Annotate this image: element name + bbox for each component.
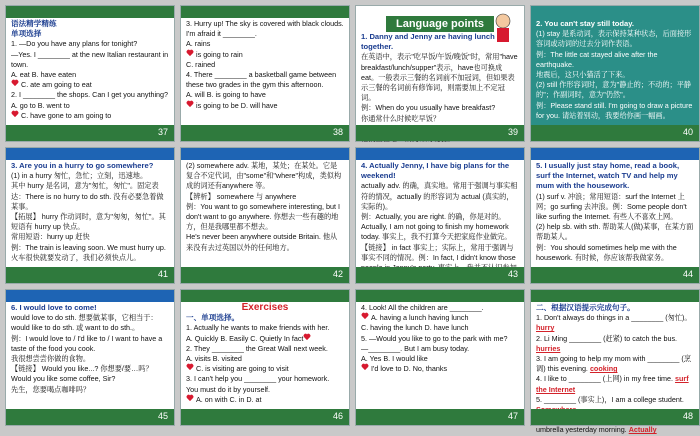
slide-number: 43 bbox=[507, 269, 518, 279]
text-line: actually adv. 的确，真实地。常用于强调与事实相符的情况，actually 的形容词为 actual (真实的，实际的)。 bbox=[361, 181, 518, 211]
slide-footer bbox=[6, 125, 174, 141]
text-line: A. will B. is going to have bbox=[186, 90, 266, 100]
text-line: (2) somewhere adv. 某地，某处；在某处。它是复合不定代词，由"some"和"where"构成，类似构成的词还有anywhere 等。 bbox=[186, 161, 342, 191]
text-line: Would you like some coffee, Sir? bbox=[11, 374, 116, 384]
slide-header-bar bbox=[531, 148, 699, 160]
slide-46[interactable] bbox=[180, 289, 350, 426]
text-line: —________. But I am busy today. bbox=[361, 343, 470, 353]
slide-footer bbox=[6, 409, 174, 425]
text-line: is going to be D. will have bbox=[186, 101, 344, 111]
text-line: C. have gone to am going to bbox=[11, 111, 169, 121]
slide-footer bbox=[531, 125, 699, 141]
heart-icon bbox=[186, 101, 194, 108]
slide-37[interactable] bbox=[5, 5, 175, 142]
text-line: 例：The little cat stayed alive after the earthquake. bbox=[536, 49, 658, 69]
text-line: You must do it by yourself. bbox=[186, 384, 271, 394]
slide-header-bar bbox=[356, 148, 524, 160]
text-line: would love to do sth. 想要做某事，它相当于：would like to do sth. 或 want to do sth.。 bbox=[11, 313, 158, 333]
slide-footer bbox=[181, 409, 349, 425]
heart-icon bbox=[11, 111, 19, 118]
text-line: 4. Look! All the children are ________. bbox=[361, 303, 484, 312]
slide-43[interactable] bbox=[355, 147, 525, 284]
text-line: 在英语中，表示"吃早饭/午饭/晚饭"时，常用"have breakfast/lunch/supper"表示，have也可换成eat。一般表示三餐的名词前不加冠词，但如果表示三餐的名词前有修饰词，则需要加上不定冠词。 bbox=[361, 52, 518, 103]
text-line: 4. I like to ________ (上网) in my free time. surf the Internet bbox=[536, 374, 689, 394]
text-line: is going to rain bbox=[186, 50, 344, 60]
heart-icon bbox=[186, 364, 194, 371]
text-line: A. go to B. went to bbox=[11, 100, 70, 110]
text-line: I'd love to D. No, thanks bbox=[361, 364, 519, 374]
text-line: C. rained bbox=[186, 59, 216, 69]
slide-39[interactable] bbox=[355, 5, 525, 142]
text-line: umbrella yesterday morning. Actually bbox=[536, 425, 657, 435]
slide-40[interactable] bbox=[530, 5, 700, 142]
text-line: A. visits B. visited bbox=[186, 354, 242, 364]
text-line: C. having the lunch D. have lunch bbox=[361, 323, 469, 333]
text-line: 2. They ________ the Great Wall next week. bbox=[186, 343, 328, 353]
slide-header-bar bbox=[181, 148, 349, 160]
text-line: 2. Li Ming ________ (赶紧) to catch the bus. hurries bbox=[536, 333, 678, 353]
text-line: 3. I can't help you ________ your homework. bbox=[186, 374, 330, 384]
slide-number: 42 bbox=[332, 269, 343, 279]
text-line: 4. There ________ a basketball game between these two grades in the gym this afternoon. bbox=[186, 70, 337, 90]
text-line: 常用短语：hurry up 赶快 bbox=[11, 232, 90, 242]
text-line: 例：I would love to / I'd like to / I want to have a taste of the food you cook. bbox=[11, 333, 163, 353]
text-line: (1) stay 是系动词，表示保持某种状态，后面接形容词或动词的过去分词作表语。 bbox=[536, 29, 692, 49]
text-line: 一、单项选择。 bbox=[186, 313, 240, 323]
slide-41[interactable] bbox=[5, 147, 175, 284]
slide-number: 41 bbox=[157, 269, 168, 279]
text-line: A. eat B. have eaten bbox=[11, 70, 77, 80]
text-line: C. is visiting are going to visit bbox=[186, 364, 344, 374]
slide-footer bbox=[6, 267, 174, 283]
slide-title: Language points bbox=[386, 16, 494, 32]
slide-number: 46 bbox=[332, 411, 343, 421]
text-line: 我很想尝尝你做的食物。 bbox=[11, 354, 91, 364]
slide-38[interactable] bbox=[180, 5, 350, 142]
text-line: A. having a lunch having lunch bbox=[361, 313, 519, 323]
text-line: 5. I usually just stay home, read a book, surf the Internet, watch TV and help my mum with the housework. bbox=[536, 161, 680, 191]
text-line: A. on with C. in D. at bbox=[186, 395, 344, 405]
text-line: 【辨析】 somewhere 与 anywhere bbox=[186, 191, 297, 201]
slide-number: 44 bbox=[682, 269, 693, 279]
text-line: A. Yes B. I would like bbox=[361, 354, 428, 364]
heart-icon bbox=[361, 364, 369, 371]
slide-header-bar bbox=[181, 290, 349, 302]
slide-number: 48 bbox=[682, 411, 693, 421]
slide-header-bar bbox=[531, 290, 699, 302]
text-line: 3. I am going to help my mom with ________ (烹调) this evening. cooking bbox=[536, 354, 692, 374]
text-line: (1) surf v. 冲浪；常用短语：surf the Internet 上网；go surfing 去冲浪。例：Some people don't like surfing the Internet. 有些人不喜欢上网。 bbox=[536, 191, 687, 222]
slide-47[interactable] bbox=[355, 289, 525, 426]
text-line: 4. Actually Jenny, I have big plans for the weekend! bbox=[361, 161, 510, 181]
text-line: 2. I ________ the shops. Can I get you anything? bbox=[11, 90, 169, 100]
text-line: 例：The train is leaving soon. We must hurry up. 火车很快就要发动了，我们必须快点儿。 bbox=[11, 242, 166, 262]
slide-number: 40 bbox=[682, 127, 693, 137]
text-line: (2) still 作形容词时，意为"静止的；不动的；平静的"；作副词时，意为"仍然"。 bbox=[536, 80, 692, 100]
slide-title: 二、根据汉语提示完成句子。 bbox=[536, 303, 635, 312]
heart-icon bbox=[186, 50, 194, 57]
text-line: 5. ________ (事实上)，I am a college student. bbox=[536, 394, 684, 404]
slide-footer bbox=[356, 409, 524, 425]
text-line: He's never been anywhere outside Britain. 他从来没有去过英国以外的任何地方。 bbox=[186, 232, 338, 252]
text-line: 其中 hurry 是名词，意为"匆忙，匆忙"。固定表达：There is no hurry to do sth. 没有必要急着做某事。 bbox=[11, 181, 164, 211]
slide-45[interactable] bbox=[5, 289, 175, 426]
slide-header-bar bbox=[181, 6, 349, 18]
heart-icon bbox=[11, 80, 19, 87]
slide-footer bbox=[181, 125, 349, 141]
slide-header-bar bbox=[6, 148, 174, 160]
slide-number: 38 bbox=[332, 127, 343, 137]
slide-number: 37 bbox=[157, 127, 168, 137]
text-line: 6. I would love to come! bbox=[11, 303, 97, 312]
slide-number: 39 bbox=[507, 127, 518, 137]
slide-header-bar bbox=[356, 290, 524, 302]
text-line: A. Quickly B. Easily C. Quietly In fact bbox=[186, 334, 344, 344]
text-line: 你通常什么时候吃早饭？ bbox=[361, 113, 441, 123]
slide-title: Exercises bbox=[241, 302, 289, 313]
heart-icon bbox=[186, 395, 194, 402]
slide-42[interactable] bbox=[180, 147, 350, 284]
text-line: 1. —Do you have any plans for tonight? bbox=[11, 39, 138, 49]
slide-subheading: 单项选择 bbox=[11, 29, 42, 39]
heart-icon bbox=[303, 334, 311, 341]
text-line: 【链接】 Would you like...? 你想要/要…吗？ bbox=[11, 364, 153, 374]
text-line: 先生，您要喝点咖啡吗？ bbox=[11, 384, 91, 394]
text-line: C. ate am going to eat bbox=[11, 80, 169, 90]
text-line: 例：When do you usually have breakfast? bbox=[361, 103, 496, 113]
slide-footer bbox=[531, 409, 699, 425]
text-line: —Yes. I ________ at the new Italian restaurant in town. bbox=[11, 49, 169, 69]
text-line: 【链接】 in fact 事实上；实际上，常用于强调与事实不同的情况。例：In fact, I didn't know those bbox=[361, 242, 516, 262]
slide-48[interactable] bbox=[530, 289, 700, 435]
text-line: 例：You want to go somewhere interesting, but I don't want to go anywhere. 你想去一些有趣的地方，但是我哪里都不想去。 bbox=[186, 201, 340, 232]
text-line: 5. —Would you like to go to the park with me? bbox=[361, 333, 508, 343]
text-line: 地震后，这只小猫活了下来。 bbox=[536, 70, 630, 80]
text-line: (1) in a hurry 匆忙，急忙；立刻，迅速地。 bbox=[11, 171, 148, 181]
text-line: A. rains bbox=[186, 39, 211, 49]
slide-heading: 语法精学精练 bbox=[11, 19, 57, 28]
text-line: 1. Don't always do things in a ________ (匆忙)。 hurry bbox=[536, 313, 692, 333]
slide-header-bar bbox=[6, 290, 174, 302]
text-line: (2) help sb. with sth. 帮助某人(做)某事，在某方面帮助某人。 bbox=[536, 222, 694, 242]
slide-44[interactable] bbox=[530, 147, 700, 284]
text-line: 【拓展】 hurry 作动词时，意为"匆匆，匆忙"。其短语有 hurry up 快点。 bbox=[11, 212, 166, 232]
text-line: 1. Actually he wants to make friends with her. bbox=[186, 323, 330, 333]
text-line: 例：Actually, you are right. 的确，你是对的。Actually, I am not going to finish my homework today. 事实上，我不打算今天把家庭作业做完。 bbox=[361, 212, 512, 242]
heart-icon bbox=[361, 313, 369, 320]
slide-footer bbox=[531, 267, 699, 283]
text-line: 3. Hurry up! The sky is covered with black clouds. I'm afraid it ________. bbox=[186, 19, 344, 39]
slide-number: 45 bbox=[157, 411, 168, 421]
slide-footer bbox=[181, 267, 349, 283]
cartoon-icon bbox=[490, 12, 516, 46]
slide-footer bbox=[356, 267, 524, 283]
text-line: 2. You can't stay still today. bbox=[536, 19, 635, 28]
text-line: 1. Danny and Jenny are having lunch together. bbox=[361, 32, 495, 52]
slide-footer bbox=[356, 125, 524, 141]
text-line: 例：You should sometimes help me with the housework. 有时候，你应该帮我做家务。 bbox=[536, 242, 677, 262]
slide-header-bar bbox=[6, 6, 174, 18]
text-line: 例：Please stand still. I'm going to draw a picture for you. 请站着别动，我要给你画一幅画。 bbox=[536, 100, 693, 120]
slide-number: 47 bbox=[507, 411, 518, 421]
text-line: 3. Are you in a hurry to go somewhere? bbox=[11, 161, 154, 170]
